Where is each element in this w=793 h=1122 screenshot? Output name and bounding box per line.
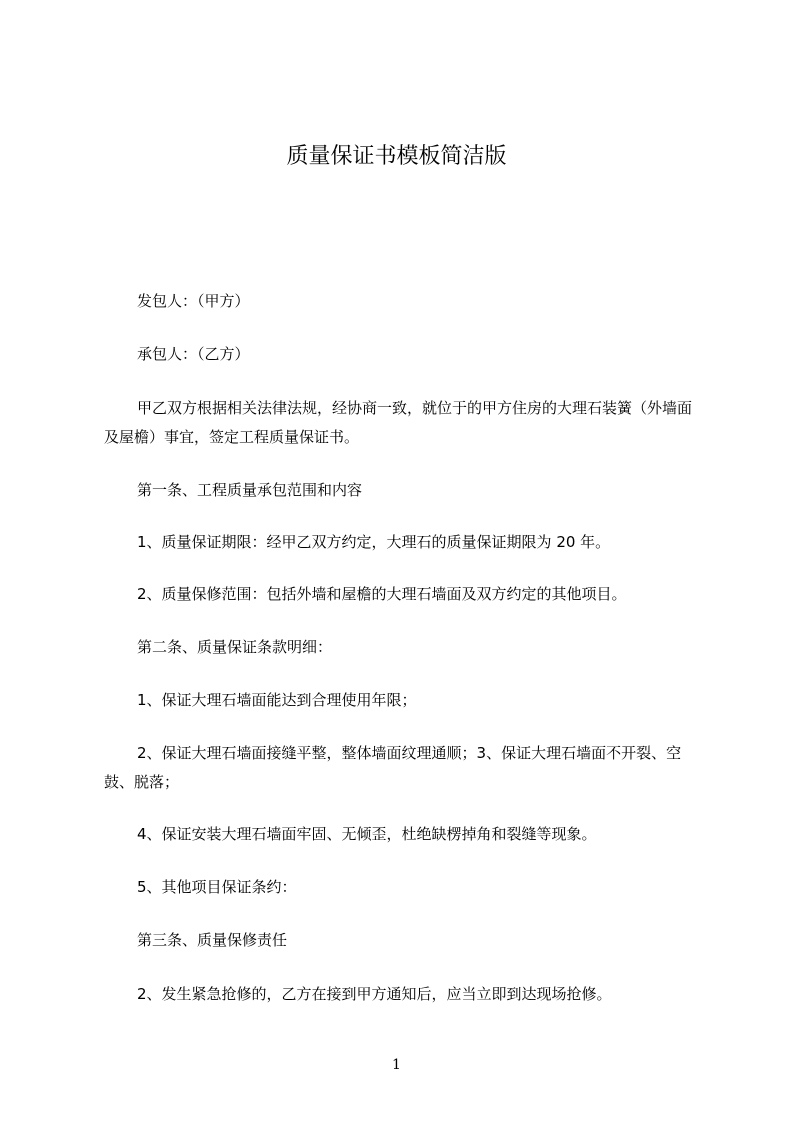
section-heading-2: 第二条、质量保证条款明细： xyxy=(137,638,333,656)
paragraph-2-4: 4、保证安装大理石墙面牢固、无倾歪，杜绝缺楞掉角和裂缝等现象。 xyxy=(137,825,597,843)
paragraph-employer: 发包人：（甲方） xyxy=(137,292,250,310)
paragraph-2-1: 1、保证大理石墙面能达到合理使用年限； xyxy=(137,691,417,709)
paragraph-2-5: 5、其他项目保证条约： xyxy=(137,878,297,896)
paragraph-1-1: 1、质量保证期限：经甲乙双方约定，大理石的质量保证期限为 20 年。 xyxy=(137,533,611,551)
document-title: 质量保证书模板简洁版 xyxy=(286,144,507,169)
section-heading-3: 第三条、质量保修责任 xyxy=(137,931,288,949)
paragraph-1-2: 2、质量保修范围：包括外墙和屋檐的大理石墙面及双方约定的其他项目。 xyxy=(137,585,627,603)
paragraph-intro: 甲乙双方根据相关法律法规，经协商一致，就位于的甲方住房的大理石装簧（外墙面及屋檐）事宜，签定工程质量保证书。 xyxy=(104,399,693,446)
paragraph-2-2-3: 2、保证大理石墙面接缝平整，整体墙面纹理通顺；3、保证大理石墙面不开裂、空鼓、脱落； xyxy=(104,744,682,791)
paragraph-3-2: 2、发生紧急抢修的，乙方在接到甲方通知后，应当立即到达现场抢修。 xyxy=(137,985,612,1003)
section-heading-1: 第一条、工程质量承包范围和内容 xyxy=(137,481,363,499)
page-number: 1 xyxy=(392,1057,401,1073)
paragraph-contractor: 承包人：（乙方） xyxy=(137,345,250,363)
